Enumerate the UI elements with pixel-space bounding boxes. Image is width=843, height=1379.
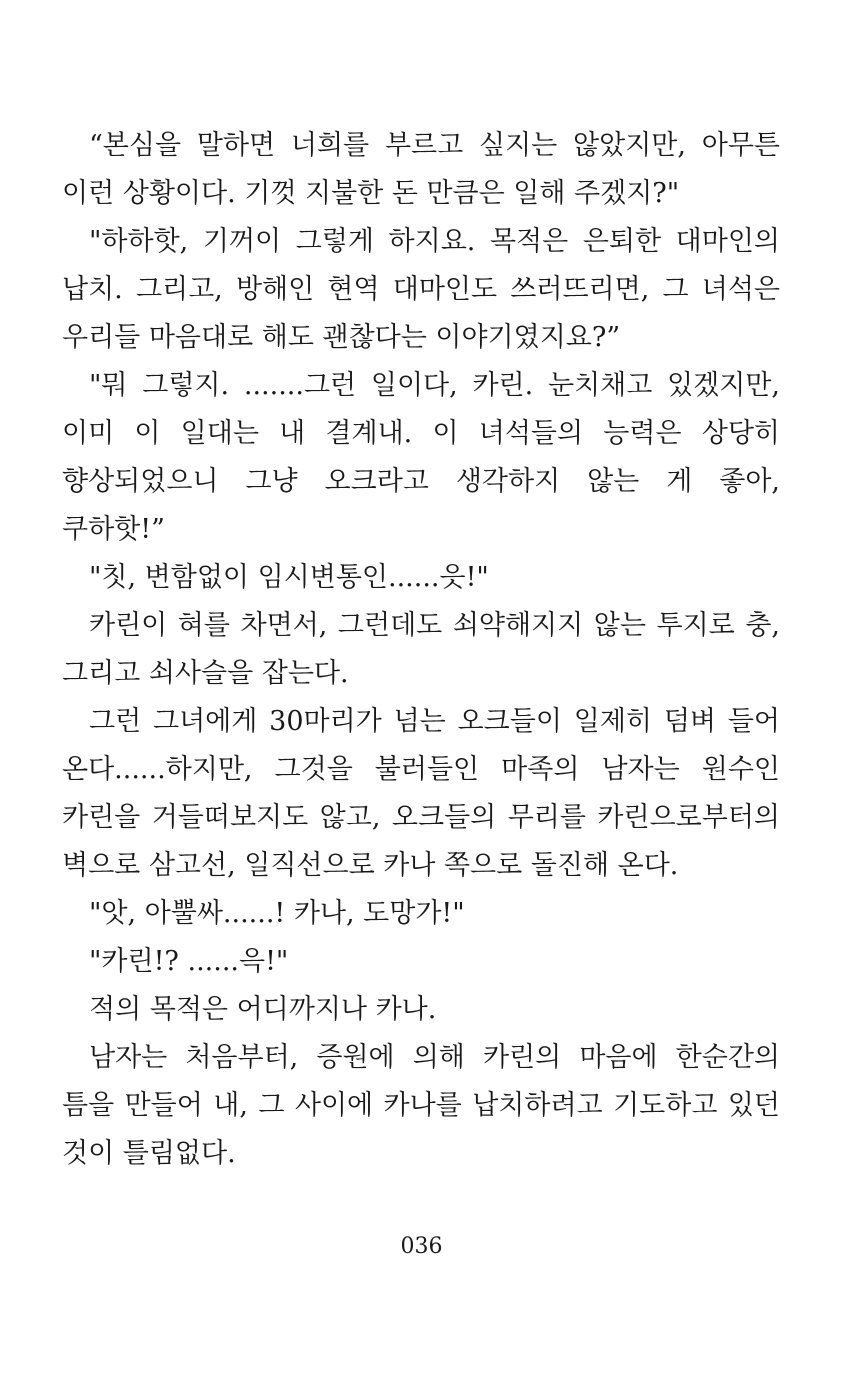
- paragraph: 그런 그녀에게 30마리가 넘는 오크들이 일제히 덤벼 들어 온다......하지만, 그것을 불러들인 마족의 남자는 원수인 카린을 거들떠보지도 않고, 오크들의 무리를 카린으로부터의 벽으로 삼고선, 일직선으로 카나 쪽으로 돌진해 온다.: [62, 706, 780, 881]
- paragraph: "앗, 아뿔싸......! 카나, 도망가!": [89, 898, 465, 929]
- text-body: [62, 122, 780, 1178]
- page-number: 036: [400, 1234, 443, 1259]
- paragraph: "뭐 그렇지. .......그런 일이다, 카린. 눈치채고 있겠지만, 이미 이 일대는 내 결계내. 이 녀석들의 능력은 상당히 향상되었으니 그냥 오크라고 생각하지 않는 게 좋아, 쿠하핫!”: [62, 370, 780, 545]
- paragraph: "하하핫, 기꺼이 그렇게 하지요. 목적은 은퇴한 대마인의 납치. 그리고, 방해인 현역 대마인도 쓰러뜨리면, 그 녀석은 우리들 마음대로 해도 괜찮다는 이야기였지요?”: [62, 226, 780, 353]
- paragraph: 남자는 처음부터, 증원에 의해 카린의 마음에 한순간의 틈을 만들어 내, 그 사이에 카나를 납치하려고 기도하고 있던 것이 틀림없다.: [62, 1042, 780, 1169]
- paragraph: 적의 목적은 어디까지나 카나.: [89, 994, 437, 1025]
- paragraph: 카린이 혀를 차면서, 그런데도 쇠약해지지 않는 투지로 충, 그리고 쇠사슬을 잡는다.: [62, 610, 780, 689]
- paragraph: "카린!? ......윽!": [89, 946, 289, 977]
- paragraph: “본심을 말하면 너희를 부르고 싶지는 않았지만, 아무튼 이런 상황이다. 기껏 지불한 돈 만큼은 일해 주겠지?": [62, 130, 780, 209]
- paragraph: "칫, 변함없이 임시변통인......읏!": [89, 562, 489, 593]
